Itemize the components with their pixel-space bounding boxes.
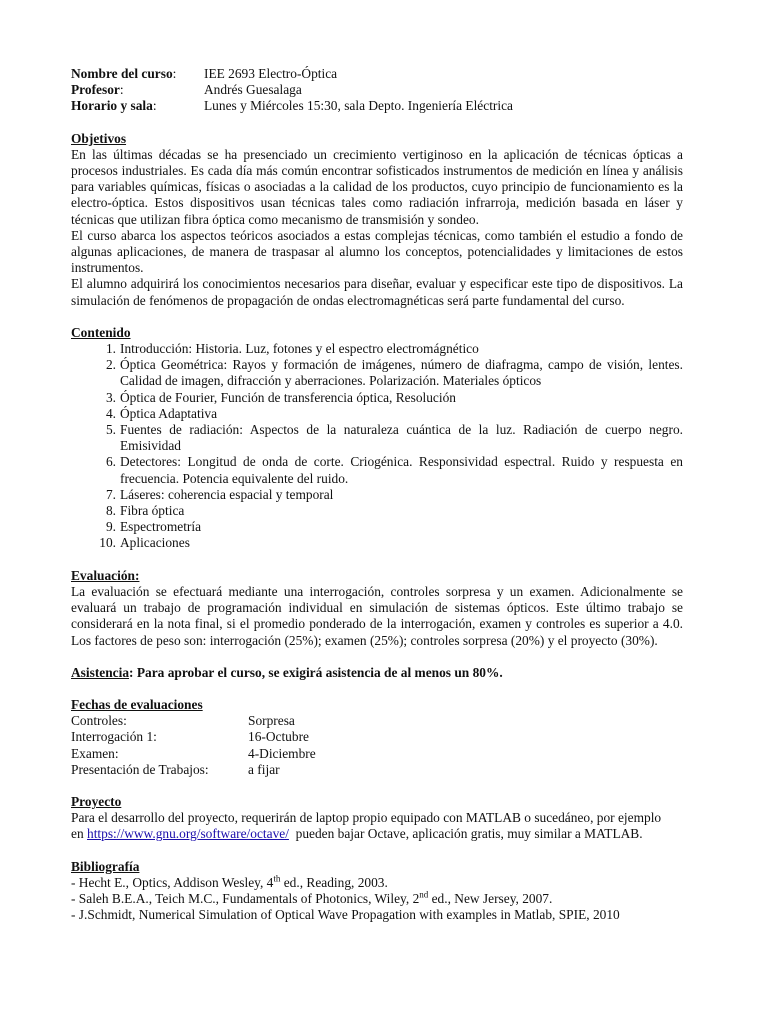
paragraph: El curso abarca los aspectos teóricos asociados a estas complejas técnicas, como también el estudio a fondo de algunas aplicaciones, de manera de traspasar al alumno los conceptos, potencialidades y limitaciones de estos instrumentos. [71,227,683,276]
paragraph: El alumno adquirirá los conocimientos necesarios para diseñar, evaluar y especificar este tipo de dispositivos. La simulación de fenómenos de propagación de ondas electromagnéticas será parte fundamental del curso. [71,276,683,308]
professor-label: Profesor [71,82,120,98]
paragraph: Para el desarrollo del proyecto, requerirán de laptop propio equipado con MATLAB o sucedáneo, por ejemplo [71,810,662,826]
octave-link[interactable]: https://www.gnu.org/software/octave/ [87,826,289,842]
list-item: 3. Óptica de Fourier, Función de transferencia óptica, Resolución [105,389,456,405]
section-heading: Proyecto [71,793,122,809]
bibliography-entry: - Hecht E., Optics, Addison Wesley, 4th ed., Reading, 2003. [71,873,388,890]
section-heading: Asistencia [71,664,130,680]
paragraph: En las últimas décadas se ha presenciado un crecimiento vertiginoso en la aplicación de técnicas ópticas a procesos industriales. Es cada día más común encontrar sofisticados instrumentos de medición en línea y análisis para variables químicas, físicas o asociadas a la calidad de los productos, cuyo principio de funcionamiento es la electro-óptica. Estos dispositivos usan técnicas tales como radiación infrarroja, medición basada en láser y técnicas que utilizan fibra óptica como mecanismo de transmisión y sondeo. [71,146,683,227]
date-row: Controles: Sorpresa [71,713,295,729]
professor-row: Profesor: Andrés Guesalaga [71,82,302,98]
schedule-label: Horario y sala [71,98,153,114]
topic-list [71,341,683,552]
section-contenido [71,325,683,552]
section-heading: Fechas de evaluaciones [71,696,203,712]
section-proyecto: Proyecto Para el desarrollo del proyecto, requerirán de laptop propio equipado con MATLAB o sucedáneo, por ejemplo en https://www.gnu.org/software/octave/ pueden bajar Octave, aplicación gratis, muy similar a MATLAB. [71,794,683,843]
professor-value: Andrés Guesalaga [204,82,302,98]
section-heading: Bibliografía [71,858,140,874]
attendance-rule: Para aprobar el curso, se exigirá asistencia de al menos un 80%. [133,664,503,680]
section-heading: Objetivos [71,130,127,146]
date-row: Interrogación 1: 16-Octubre [71,729,309,745]
bibliography-entry: - Saleh B.E.A., Teich M.C., Fundamentals of Photonics, Wiley, 2nd ed., New Jersey, 2007. [71,889,553,906]
list-item: 7. Láseres: coherencia espacial y temporal [105,486,334,502]
section-bibliografia [71,859,683,924]
schedule-row: Horario y sala: Lunes y Miércoles 15:30, sala Depto. Ingeniería Eléctrica [71,98,513,114]
course-name-label: Nombre del curso [71,66,173,81]
section-objetivos [71,131,683,309]
list-item: 1. Introducción: Historia. Luz, fotones y el espectro electromágnético [105,341,479,357]
date-row: Presentación de Trabajos: a fijar [71,761,280,777]
course-name-row: Nombre del curso: IEE 2693 Electro-Óptica [71,66,338,81]
course-name-value: IEE 2693 Electro-Óptica [204,66,338,81]
section-heading: Evaluación: [71,567,140,583]
document-page [71,66,683,923]
paragraph: La evaluación se efectuará mediante una interrogación, controles sorpresa y un examen. Adicionalmente se evaluará un trabajo de programación individual en simulación de sistemas ópticos. Este último trabajo se considerará en la nota final, si el promedio ponderado de la interrogación, examen y controles es superior a 4.0. Los factores de peso son: interrogación (25%); examen (25%); controles sorpresa (20%) y el proyecto (30%). [71,583,683,648]
course-info [71,66,683,115]
section-fechas [71,697,683,778]
section-evaluacion [71,568,683,649]
section-asistencia: Asistencia: Para aprobar el curso, se exigirá asistencia de al menos un 80%. [71,664,503,680]
list-item: 10. Aplicaciones [99,535,190,551]
list-item: 9. Espectrometría [105,519,202,535]
list-item: 4. Óptica Adaptativa [105,405,218,421]
list-item: 8. Fibra óptica [105,503,185,519]
list-item: 6. Detectores: Longitud de onda de corte. Criogénica. Responsividad espectral. Ruido y respuesta en frecuencia. Potencia equivalente del ruido. [105,454,683,486]
date-row: Examen: 4-Diciembre [71,745,316,761]
list-item: 5. Fuentes de radiación: Aspectos de la naturaleza cuántica de la luz. Radiación de cuerpo negro. Emisividad [105,422,683,454]
schedule-value: Lunes y Miércoles 15:30, sala Depto. Ingeniería Eléctrica [204,98,513,114]
section-heading: Contenido [71,324,131,340]
list-item: 2. Óptica Geométrica: Rayos y formación de imágenes, número de diafragma, campo de visión, lentes. Calidad de imagen, difracción y aberraciones. Polarización. Materiales ópticos [105,357,683,389]
bibliography-entry: - J.Schmidt, Numerical Simulation of Optical Wave Propagation with examples in Matlab, SPIE, 2010 [71,907,620,923]
